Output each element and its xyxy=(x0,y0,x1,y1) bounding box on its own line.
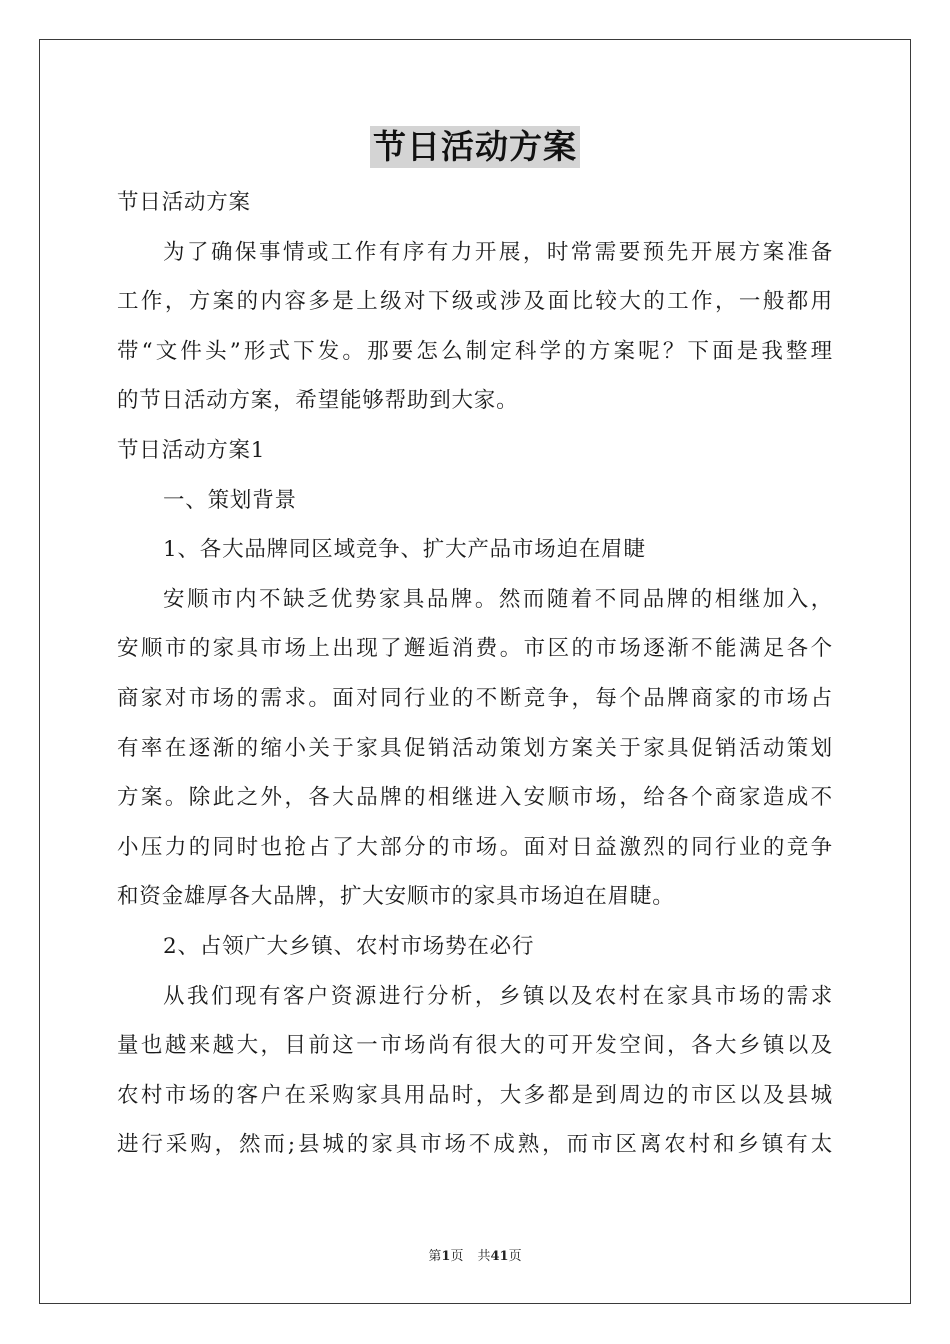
document-title: 节日活动方案 xyxy=(370,126,580,168)
text-line: 节日活动方案 xyxy=(117,190,251,215)
text-line: 为了确保事情或工作有序有力开展，时常需要预先开展方案准备 xyxy=(163,239,833,265)
text-line: 有率在逐渐的缩小关于家具促销活动策划方案关于家具促销活动策划 xyxy=(117,735,833,761)
text-line: 一、策划背景 xyxy=(163,487,297,513)
total-prefix: 共 xyxy=(477,1249,491,1264)
text-line: 安顺市内不缺乏优势家具品牌。然而随着不同品牌的相继加入， xyxy=(163,586,833,612)
text-line: 和资金雄厚各大品牌，扩大安顺市的家具市场迫在眉睫。 xyxy=(117,884,675,910)
text-line: 节日活动方案1 xyxy=(117,437,266,463)
text-line: 安顺市的家具市场上出现了邂逅消费。市区的市场逐渐不能满足各个 xyxy=(117,636,833,662)
text-line: 方案。除此之外，各大品牌的相继进入安顺市场，给各个商家造成不 xyxy=(117,785,833,811)
text-line: 农村市场的客户在采购家具用品时，大多都是到周边的市区以及县城 xyxy=(117,1082,833,1108)
total-suffix: 页 xyxy=(508,1249,522,1264)
text-line: 的节日活动方案，希望能够帮助到大家。 xyxy=(117,388,519,414)
page-prefix: 第 xyxy=(428,1249,442,1264)
page-total: 41 xyxy=(490,1249,509,1264)
text-line: 商家对市场的需求。面对同行业的不断竞争，每个品牌商家的市场占 xyxy=(117,685,833,711)
text-line: 进行采购，然而;县城的家具市场不成熟，而市区离农村和乡镇有太 xyxy=(117,1132,833,1158)
text-line: 量也越来越大，目前这一市场尚有很大的可开发空间，各大乡镇以及 xyxy=(117,1033,833,1059)
page-current: 1 xyxy=(441,1249,451,1264)
text-line: 2、占领广大乡镇、农村市场势在必行 xyxy=(163,933,535,959)
document-body xyxy=(117,178,833,1170)
text-line: 带“文件头”形式下发。那要怎么制定科学的方案呢？下面是我整理 xyxy=(117,338,833,364)
text-line: 从我们现有客户资源进行分析，乡镇以及农村在家具市场的需求 xyxy=(163,983,833,1009)
page-footer xyxy=(0,1245,950,1264)
text-line: 1、各大品牌同区域竞争、扩大产品市场迫在眉睫 xyxy=(163,537,646,563)
page-suffix: 页 xyxy=(450,1249,464,1264)
title-container xyxy=(0,126,950,168)
text-line: 小压力的同时也抢占了大部分的市场。面对日益激烈的同行业的竞争 xyxy=(117,834,833,860)
text-line: 工作，方案的内容多是上级对下级或涉及面比较大的工作，一般都用 xyxy=(117,289,833,315)
